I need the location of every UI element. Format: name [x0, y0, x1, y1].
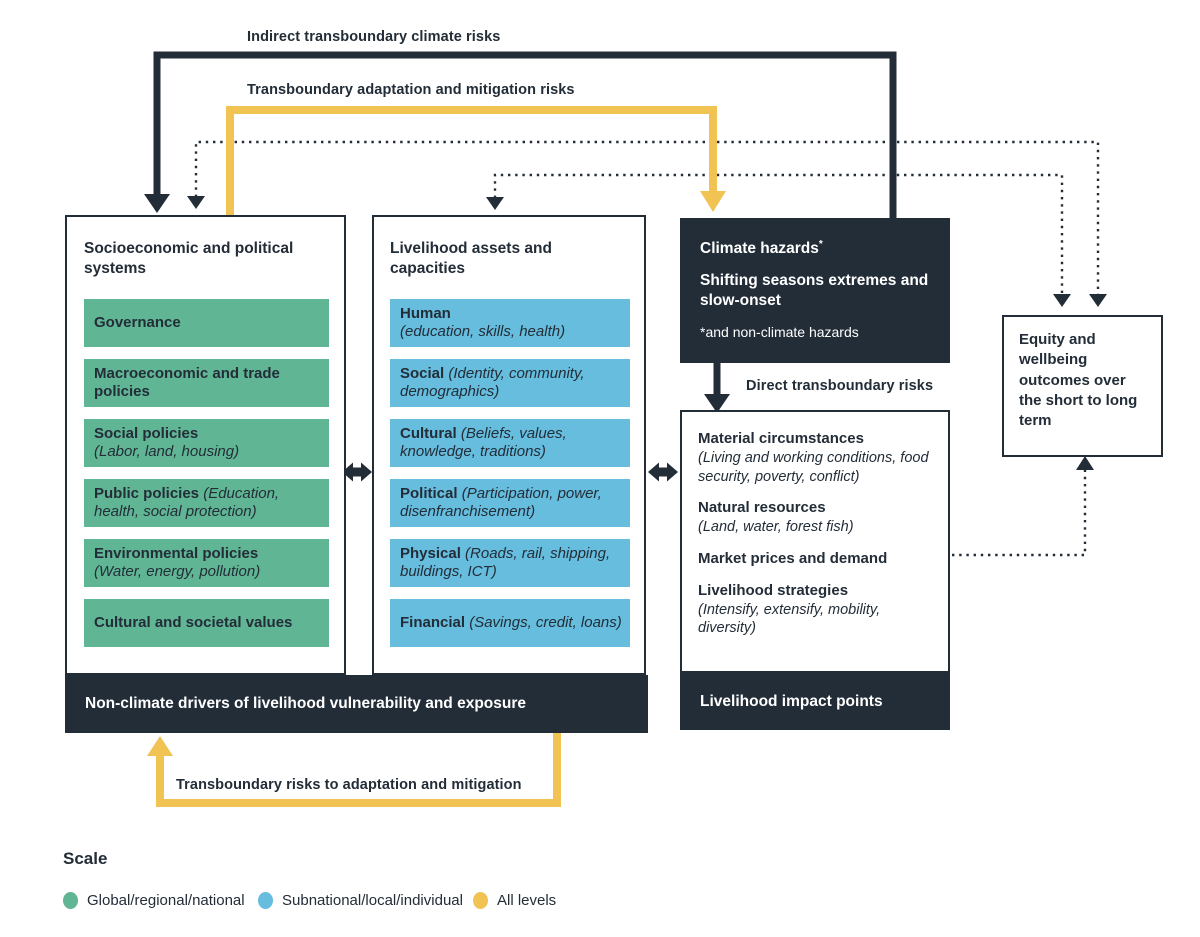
item-detail: (Beliefs, values, knowledge, traditions) — [400, 424, 567, 461]
item-detail: (Labor, land, housing) — [94, 443, 240, 461]
legend-item-subnational — [258, 892, 463, 909]
item-label: Natural resources — [698, 499, 826, 517]
assets-item-cultural — [390, 419, 630, 467]
risks-to-adaptation-label: Transboundary risks to adaptation and mitigation — [176, 777, 522, 793]
green-dot-icon — [63, 892, 78, 909]
item-detail: (Education, health, social protection) — [94, 484, 280, 521]
item-detail: (Roads, rail, shipping, buildings, ICT) — [400, 544, 611, 581]
socioeconomic-item-macroeconomic — [84, 359, 329, 407]
item-label: Financial — [400, 614, 466, 632]
asterisk-mark: * — [818, 239, 823, 250]
socioeconomic-item-social-policies — [84, 419, 329, 467]
item-label: Environmental policies — [94, 544, 259, 562]
legend-title: Scale — [63, 849, 108, 868]
assets-item-social — [390, 359, 630, 407]
legend-label: All levels — [497, 892, 557, 909]
assets-panel — [372, 215, 646, 675]
item-detail: (Savings, credit, loans) — [469, 614, 622, 632]
impact-item-market-prices — [698, 550, 936, 569]
impact-item-material-circumstances — [698, 430, 936, 486]
item-label: Public policies — [94, 484, 200, 502]
impact-points-bar — [680, 673, 950, 730]
equity-box — [1002, 315, 1163, 457]
item-detail: (Living and working conditions, food security, poverty, conflict) — [698, 449, 929, 485]
indirect-risk-label: Indirect transboundary climate risks — [247, 29, 501, 45]
assets-item-political — [390, 479, 630, 527]
climate-hazards-title: Climate hazards* — [700, 239, 823, 258]
assets-item-human — [390, 299, 630, 347]
yellow-dot-icon — [473, 892, 488, 909]
direct-risk-label: Direct transboundary risks — [746, 378, 934, 394]
item-label: Livelihood strategies — [698, 581, 849, 599]
socioeconomic-item-environmental-policies — [84, 539, 329, 587]
climate-hazards-subtitle: Shifting seasons extremes and slow-onset — [700, 272, 929, 310]
nonclimate-drivers-label: Non-climate drivers of livelihood vulnerability and exposure — [85, 695, 526, 712]
item-label: Social — [400, 364, 445, 382]
impacts-panel — [680, 410, 950, 673]
climate-hazards-box — [680, 218, 950, 363]
impact-item-livelihood-strategies — [698, 582, 936, 638]
legend-item-global — [63, 892, 245, 909]
impact-points-label: Livelihood impact points — [700, 692, 883, 710]
item-detail: (Water, energy, pollution) — [94, 563, 261, 581]
legend-item-all-levels — [473, 892, 556, 909]
item-label: Human — [400, 304, 451, 322]
impact-item-natural-resources — [698, 499, 936, 537]
assets-item-physical — [390, 539, 630, 587]
assets-title: Livelihood assets and capacities — [390, 240, 552, 278]
item-detail: (Intensify, extensify, mobility, diversity) — [698, 601, 881, 637]
item-detail: (education, skills, health) — [400, 323, 566, 341]
legend-label: Subnational/local/individual — [282, 892, 463, 909]
socioeconomic-item-governance — [84, 299, 329, 347]
adaptation-risk-label: Transboundary adaptation and mitigation risks — [247, 82, 575, 98]
socioeconomic-panel — [65, 215, 346, 675]
item-label: Social policies — [94, 424, 199, 442]
item-label: Material circumstances — [698, 430, 864, 447]
dotted-impacts-to-equity — [952, 456, 1094, 555]
direct-risk-arrow — [704, 363, 730, 413]
nonclimate-drivers-bar — [65, 675, 648, 733]
bidirectional-arrow-left — [342, 463, 372, 482]
item-label: Cultural — [400, 424, 457, 442]
item-detail: (Land, water, forest fish) — [698, 519, 854, 536]
item-label: Macroeconomic and trade policies — [94, 364, 280, 401]
bidirectional-arrow-right — [648, 463, 678, 482]
indirect-risk-arrow — [144, 55, 893, 222]
socioeconomic-item-public-policies — [84, 479, 329, 527]
item-detail: (Identity, community, demographics) — [400, 364, 585, 401]
blue-dot-icon — [258, 892, 273, 909]
socioeconomic-item-cultural-values — [84, 599, 329, 647]
item-label: Governance — [94, 314, 181, 332]
item-label: Cultural and societal values — [94, 614, 293, 632]
legend-label: Global/regional/national — [87, 892, 245, 909]
item-label: Physical — [400, 544, 461, 562]
socioeconomic-title: Socioeconomic and political systems — [84, 240, 294, 278]
equity-text: Equity and wellbeing outcomes over the short to long term — [1019, 331, 1138, 429]
assets-item-financial — [390, 599, 630, 647]
climate-hazards-note: *and non-climate hazards — [700, 324, 859, 341]
item-label: Market prices and demand — [698, 550, 888, 568]
item-label: Political — [400, 484, 458, 502]
adaptation-risk-arrow — [230, 110, 726, 218]
item-detail: (Participation, power, disenfranchisement) — [400, 484, 602, 521]
